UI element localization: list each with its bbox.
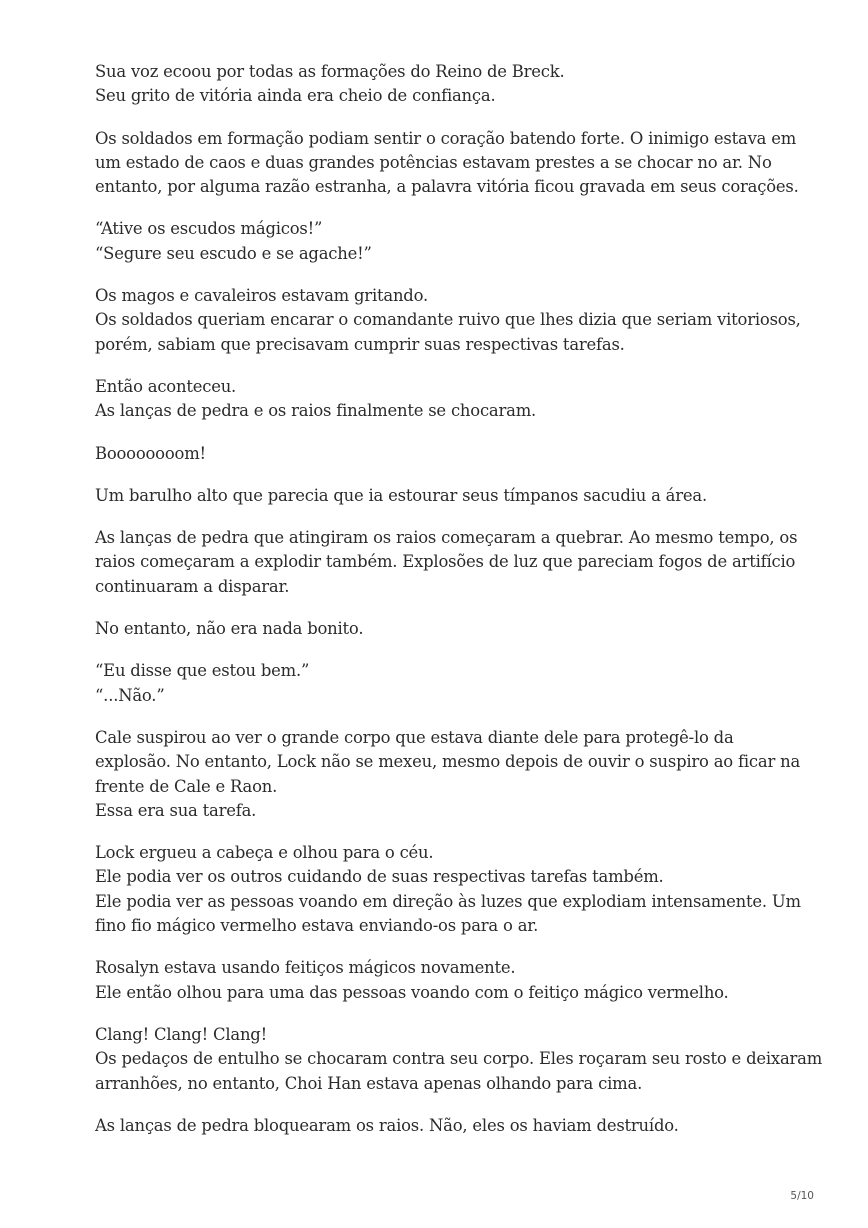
paragraph xyxy=(95,375,795,424)
paragraph xyxy=(95,659,795,708)
text-line: continuaram a disparar. xyxy=(95,576,290,596)
text-line: Lock ergueu a cabeça e olhou para o céu. xyxy=(95,843,434,863)
text-line: Boooooooom! xyxy=(95,443,206,463)
paragraph xyxy=(95,1023,823,1096)
text-line: Ele podia ver os outros cuidando de suas respectivas tarefas também. xyxy=(95,867,664,887)
text-line: Os magos e cavaleiros estavam gritando. xyxy=(95,286,428,306)
text-line: No entanto, não era nada bonito. xyxy=(95,619,364,639)
text-line: Clang! Clang! Clang! xyxy=(95,1024,267,1044)
text-line: Seu grito de vitória ainda era cheio de confiança. xyxy=(95,86,496,106)
text-line: Sua voz ecoou por todas as formações do Reino de Breck. xyxy=(95,62,565,81)
text-line: explosão. No entanto, Lock não se mexeu, mesmo depois de ouvir o suspiro ao ficar na xyxy=(95,752,801,772)
paragraph xyxy=(95,841,801,938)
text-line: “...Não.” xyxy=(95,685,165,705)
text-line: raios começaram a explodir também. Explosões de luz que pareciam fogos de artifício xyxy=(95,552,796,572)
paragraph xyxy=(95,484,795,508)
text-line: “Ative os escudos mágicos!” xyxy=(95,219,323,239)
text-line: As lanças de pedra que atingiram os raios começaram a quebrar. Ao mesmo tempo, os xyxy=(95,528,798,548)
text-line: Então aconteceu. xyxy=(95,376,237,396)
paragraph xyxy=(95,1114,795,1138)
text-line: porém, sabiam que precisavam cumprir suas respectivas tarefas. xyxy=(95,334,625,354)
paragraph xyxy=(95,526,798,599)
page-number: 5/10 xyxy=(790,1190,814,1202)
text-line: Rosalyn estava usando feitiços mágicos novamente. xyxy=(95,958,516,978)
paragraph xyxy=(95,442,795,466)
paragraph xyxy=(95,284,801,357)
text-line: fino fio mágico vermelho estava enviando-os para o ar. xyxy=(95,916,539,936)
text-line: As lanças de pedra e os raios finalmente se chocaram. xyxy=(95,401,537,421)
text-line: Ele então olhou para uma das pessoas voando com o feitiço mágico vermelho. xyxy=(95,982,729,1002)
text-line: arranhões, no entanto, Choi Han estava apenas olhando para cima. xyxy=(95,1073,643,1093)
document-body xyxy=(95,60,823,1156)
text-line: Os soldados queriam encarar o comandante ruivo que lhes dizia que seriam vitoriosos, xyxy=(95,310,801,330)
text-line: Os pedaços de entulho se chocaram contra seu corpo. Eles roçaram seu rosto e deixaram xyxy=(95,1049,823,1069)
paragraph xyxy=(95,127,799,200)
text-line: Essa era sua tarefa. xyxy=(95,800,257,820)
paragraph xyxy=(95,726,801,823)
text-line: Ele podia ver as pessoas voando em direção às luzes que explodiam intensamente. Um xyxy=(95,891,801,911)
text-line: Os soldados em formação podiam sentir o coração batendo forte. O inimigo estava em xyxy=(95,128,797,148)
paragraph xyxy=(95,617,795,641)
text-line: As lanças de pedra bloquearam os raios. Não, eles os haviam destruído. xyxy=(95,1115,679,1135)
text-line: Um barulho alto que parecia que ia estourar seus tímpanos sacudiu a área. xyxy=(95,485,707,505)
paragraph xyxy=(95,60,795,109)
text-line: Cale suspirou ao ver o grande corpo que estava diante dele para protegê-lo da xyxy=(95,727,734,747)
paragraph xyxy=(95,217,795,266)
paragraph xyxy=(95,956,795,1005)
text-line: “Segure seu escudo e se agache!” xyxy=(95,243,372,263)
text-line: entanto, por alguma razão estranha, a palavra vitória ficou gravada em seus corações. xyxy=(95,177,799,197)
text-line: um estado de caos e duas grandes potências estavam prestes a se chocar no ar. No xyxy=(95,152,772,172)
text-line: “Eu disse que estou bem.” xyxy=(95,661,310,681)
text-line: frente de Cale e Raon. xyxy=(95,776,278,796)
